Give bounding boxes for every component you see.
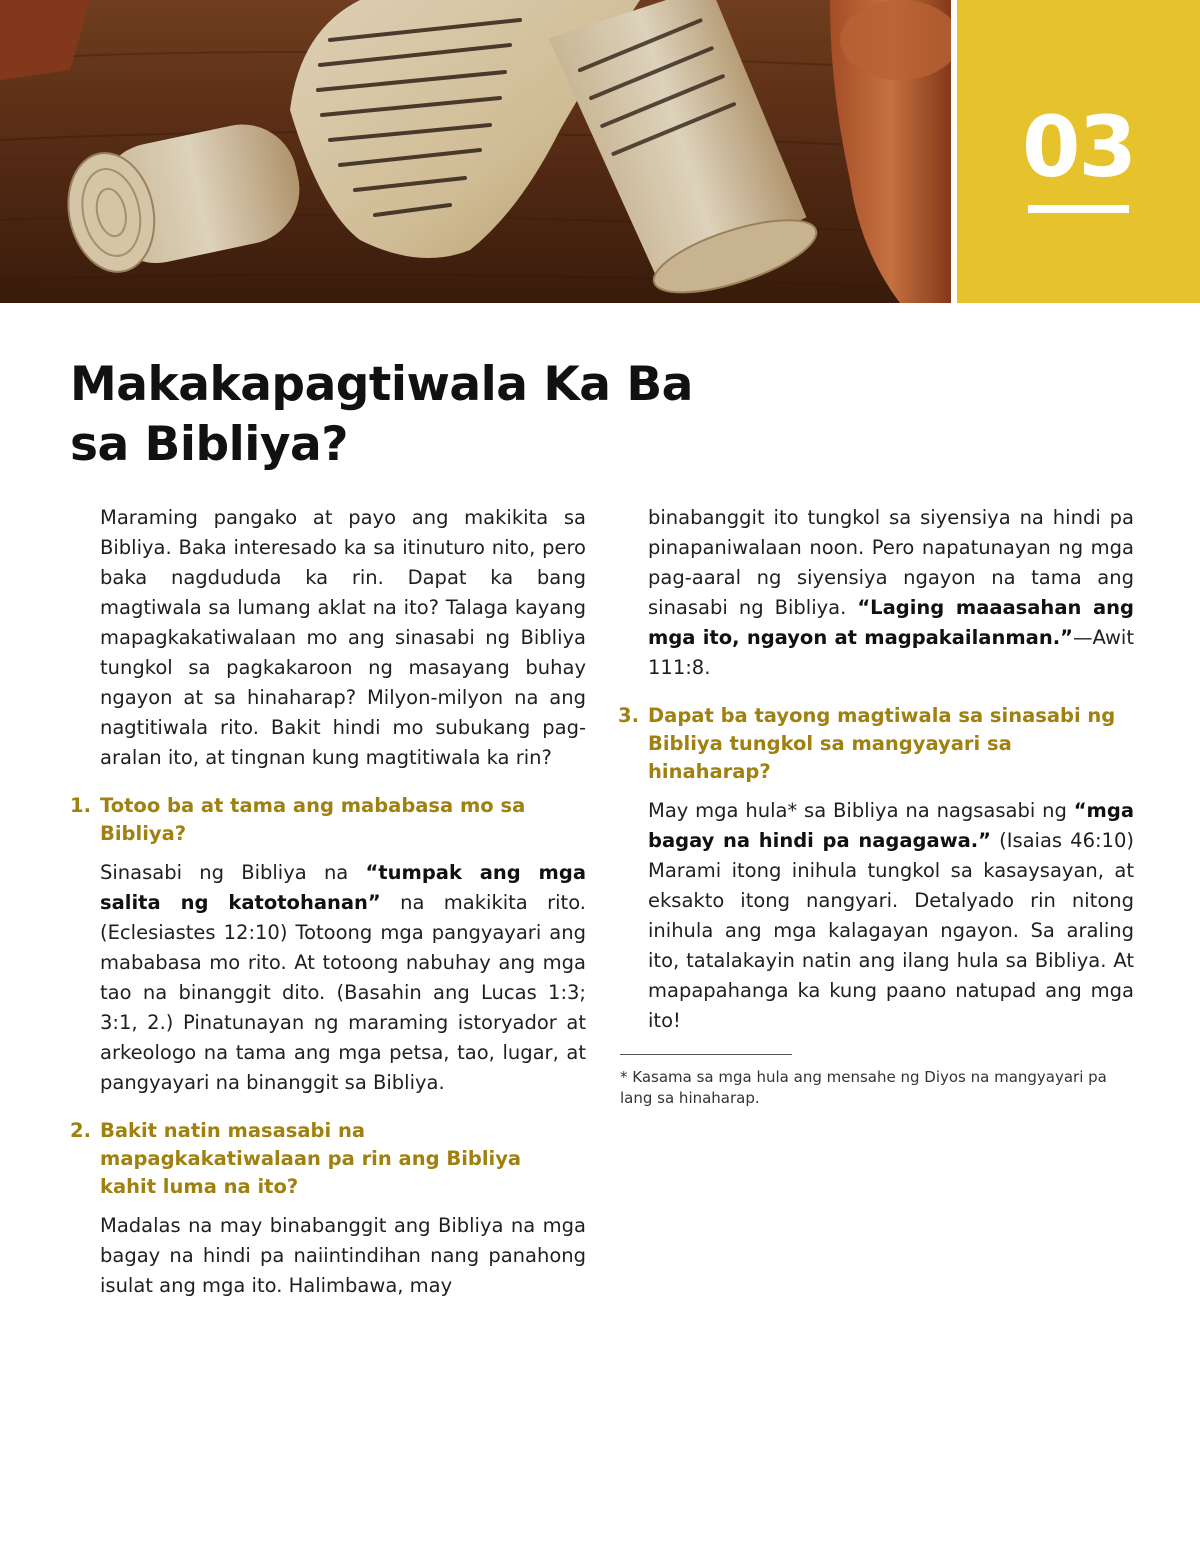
question-1-number: 1. (70, 794, 91, 817)
answer-1-emphasis: “tumpak ang mga salita ng katotohanan” (100, 861, 586, 914)
title-line-2: sa Bibliya? (70, 417, 348, 472)
answer-3-emphasis: “mga bagay na hindi pa nagagawa.” (648, 799, 1134, 852)
right-column (618, 503, 1138, 1109)
answer-2-paragraph-continued: binabanggit ito tungkol sa siyensiya na hindi pa pinapaniwalaan noon. Pero napatunayan ng mga pag-aaral ng siyensiya ngayon na tama ang sinasabi ng Bibliya. “Laging maaasahan ang mga ito, ngayon at magpakailanman.”—Awit 111:8. (648, 506, 1134, 679)
question-2-text: Bakit natin masasabi na mapagkakatiwalaan pa rin ang Bibliya kahit luma na ito? (100, 1119, 522, 1198)
answer-2-emphasis: “Laging maaasahan ang mga ito, ngayon at magpakailanman.” (648, 596, 1134, 649)
answer-3-paragraph: May mga hula* sa Bibliya na nagsasabi ng “mga bagay na hindi pa nagagawa.” (Isaias 46:10) Marami itong inihula tungkol sa kasaysayan, at eksakto itong nangyari. Detalyado rin nitong inihula ang mga kalagayan ngayon. Sa araling ito, tatalakayin natin ang ilang hula sa Bibliya. At mapapahanga ka kung paano natupad ang mga ito! (648, 799, 1134, 1032)
question-1-text: Totoo ba at tama ang mababasa mo sa Bibliya? (100, 794, 526, 845)
question-2-heading (70, 1117, 590, 1201)
question-3-number: 3. (618, 704, 639, 727)
lesson-number: 03 (1022, 98, 1135, 196)
question-1-heading (70, 792, 590, 848)
lesson-number-underline (1028, 205, 1129, 213)
answer-2-paragraph-start: Madalas na may binabanggit ang Bibliya na mga bagay na hindi pa naiintindihan nang panahong isulat ang mga ito. Halimbawa, may (100, 1214, 586, 1297)
answer-1-paragraph: Sinasabi ng Bibliya na “tumpak ang mga salita ng katotohanan” na makikita rito. (Eclesiastes 12:10) Totoong mga pangyayari ang mababasa mo rito. At totoong nabuhay ang mga tao na binanggit dito. (Basahin ang Lucas 1:3; 3:1, 2.) Pinatunayan ng maraming istoryador at arkeologo na tama ang mga petsa, tao, lugar, at pangyayari na binanggit sa Bibliya. (100, 861, 586, 1094)
title-line-1: Makakapagtiwala Ka Ba (70, 357, 693, 412)
footnote-divider (620, 1054, 792, 1055)
footnote: * Kasama sa mga hula ang mensahe ng Diyos na mangyayari pa lang sa hinaharap. (620, 1068, 1107, 1107)
page-title (70, 355, 770, 475)
left-column (70, 503, 590, 1301)
question-3-text: Dapat ba tayong magtiwala sa sinasabi ng Bibliya tungkol sa mangyayari sa hinaharap? (648, 704, 1116, 783)
ancient-scroll-illustration (0, 0, 951, 303)
question-2-number: 2. (70, 1119, 91, 1142)
intro-paragraph: Maraming pangako at payo ang makikita sa Bibliya. Baka interesado ka sa itinuturo nito, pero baka nagdududa ka rin. Dapat ka bang magtiwala sa lumang aklat na ito? Talaga kayang mapagkakatiwalaan mo ang sinasabi ng Bibliya tungkol sa pagkakaroon ng masayang buhay ngayon at sa hinaharap? Milyon-milyon na ang nagtitiwala rito. Bakit hindi mo subukang pag-aralan ito, at tingnan kung magtitiwala ka rin? (100, 506, 586, 769)
lesson-badge (957, 0, 1200, 303)
header-image (0, 0, 951, 303)
question-3-heading (618, 702, 1138, 786)
